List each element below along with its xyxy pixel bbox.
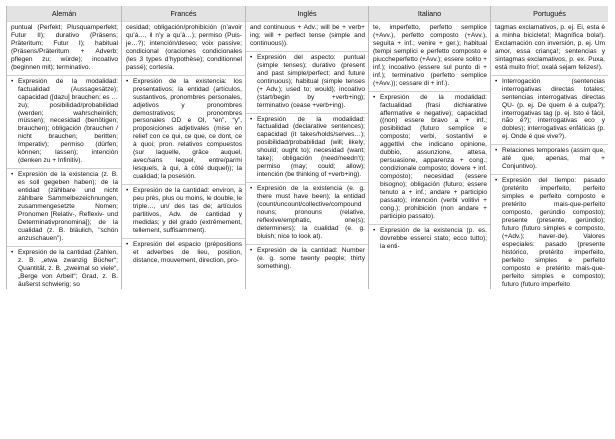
header-portugues: Portugués (491, 6, 609, 22)
column-portugues (491, 22, 609, 289)
separator (246, 182, 368, 183)
separator (369, 91, 490, 92)
separator (246, 51, 368, 52)
separator (122, 238, 245, 239)
bullet-paragraph: • Expresión de la existencia (z. B. es soll gegeben haben); de la entidad (zählbare und nicht zählbare Sammelbezeichnungen, zusammengesetzte Nomen; Pronomen [Relativ-, Reflexiv- und Determinativpronomina]); de la cualidad (z. B. bläulich, "schön anzuschauen"). (11, 171, 118, 243)
content-row (7, 22, 609, 289)
bullet-paragraph: • Expresión de la cantidad: Number (e. g. some twenty people; thirty something). (250, 247, 365, 271)
paragraph: te, imperfetto, perfetto semplice (+Avv.), perfetto composto (+Avv.), seguita + inf.; venire + ger.); habitual (tempi semplici e perfetto composto e piuccheperfetto (+Avv.); essere solito + inf.); incoativo (essere sul punto di + inf.); terminativo (perfetto semplice (+Avv.)); cessare di + inf.). (373, 24, 487, 87)
bullet-paragraph: • Interrogación (sentencias interrogativas directas totales; sentencias interrogativas directas QU- (p. ej. De quem é a culpa?); interrogativas tag (p. ej. Isto é fácil, não é?); interrogativas eco y dobles); interrogativas enfáticas (p. ej. Onde é que vive?). (495, 78, 605, 142)
paragraph: cesidad; obligación/prohibición (n’avoir qu’à…, il n’y a qu’à…); permiso (Puis-je…?); intención/deseo; voix passive; condicional (oraciones condicionales (les 3 types d’hypothèse); conditionnel passé); cortesía. (126, 24, 242, 71)
bullet-paragraph: • Expresión de la cantidad (Zahlen, z. B. „etwa zwanzig Bücher“; Quantität, z. B. „zweimal so viele“, „Berge von Arbeit“; Grad, z. B. äußerst schwierig; so (11, 249, 118, 289)
separator (122, 75, 245, 76)
header-row (7, 6, 609, 22)
column-ingles (246, 22, 369, 289)
bullet-paragraph: • Expresión del tiempo: pasado (pretérito imperfeito, perfeito simples e perfeito composto e pretérito mais-que-perfeito composto, gerúndio composto); presente (presente, gerúndio); futuro (futuro simples e composto, (+Adv.); haver-de). Valores especiales: pasado (presente histórico, pretérito imperfeito, perfeito simples e perfeito composto e pretérito mais-que-perfeito simples e composto); futuro (futuro imperfeito (495, 177, 605, 288)
bullet-paragraph: • Expresión de la existencia (p. es. dovrebbe esserci stato; ecco tutto); la enti- (373, 227, 487, 251)
curriculum-table (6, 6, 608, 289)
bullet-paragraph: • Expresión del espacio (prépositions et adverbes de lieu, position, distance, mouvement, direction, pro- (126, 241, 242, 265)
separator (246, 113, 368, 114)
separator (491, 75, 608, 76)
bullet-paragraph: • Relaciones temporales (assim que, até que, apenas, mal + Conjuntivo). (495, 147, 605, 171)
paragraph: puntual (Perfekt; Plusquamperfekt; Futur II); durativo (Präsens; Präteritum; Futur I); habitual (Präsens/Präteritum + Adverb; pflegen zu; würde); incoativo (beginnen mit); terminativo. (11, 24, 118, 71)
bullet-paragraph: • Expresión del aspecto: puntual (simple tenses); durativo (present and past simple/perfect; and future continuous); habitual (simple tenses (+ Adv.); used to; would); incoativo (start/begin by +verb+ing); terminativo (cease +verb+ing). (250, 54, 365, 110)
separator (7, 75, 121, 76)
column-italiano (369, 22, 491, 289)
separator (491, 144, 608, 145)
bullet-paragraph: • Expresión de la modalidad: factualidad (frasi dichiarative affermative e negative); capacidad ((non) essere bravo a + inf.; posibilidad (futuro semplice e composto; verbi, sostantivi e aggettivi che indicano opinione, dubbio, assunzione, attesa, persuasione, apparenza + cong.; condizionale composto; dovere + inf. composto); necesidad (essere bisogno); obligación (futuro; essere tenuto a + inf.; andare + participio passato); intención (verbi volitivi + cong.); prohibición (non andare + participio passato). (373, 94, 487, 221)
separator (491, 174, 608, 175)
bullet-paragraph: • Expresión de la cantidad: environ, à peu près, plus ou moins, le double, le triple…, un/ des tas de; artículos partitivos, Adv. de cantidad y medidas; y del grado (extrêmement, tellement, suffisamment). (126, 187, 242, 235)
bullet-paragraph: • Expresión de la modalidad: factualidad (declarative sentences); capacidad (it takes/holds/serves…); posibilidad/probabilidad (will; likely; should; ought to); necesidad (want; take); obligación (need/needn’t); permiso (may; could; allow); intención (be thinking of +verb+ing). (250, 116, 365, 180)
column-aleman (7, 22, 122, 289)
header-frances: Francés (122, 6, 246, 22)
paragraph: tagmas exclamativos, p. ej. Ei, esta é a minha bicicleta!; Magnífica bola!). Exclamación con inversión, p. ej. Um amor, essa criança!; sentencias y sintagmas exclamativos, p. ex. Puxa, está muito frio!; oxalá sejam felizes!). (495, 24, 605, 71)
bullet-paragraph: • Expresión de la modalidad: factualidad (Aussagesätze); capacidad ([dazu] brauchen; es … zu); posibilidad/probabilidad (werden; wahrscheinlich; müssen); necesidad (benötigen; brauchen); obligación (brauchen / nicht brauchen; beritten; Imperativ); permiso (dürfen; können; lassen); intención (denken zu + Infinitiv). (11, 78, 118, 165)
header-aleman: Alemán (7, 6, 122, 22)
header-ingles: Inglés (246, 6, 369, 22)
separator (369, 224, 490, 225)
header-italiano: Italiano (369, 6, 491, 22)
separator (246, 244, 368, 245)
column-frances (122, 22, 246, 289)
separator (7, 246, 121, 247)
bullet-paragraph: • Expresión de la existencia (e. g. there must have been); la entidad (count/uncount/collective/compound nouns; pronouns (relative, reflexive/emphatic, one(s); determiners); la cualidad (e. g. bluish; nice to look at). (250, 185, 365, 241)
bullet-paragraph: • Expresión de la existencia: los presentativos; la entidad (artículos, sustantivos, pronombres personales, adjetivos y pronombres demostrativos; pronombres personales OD e OI, “en”, “y”, proposiciones adjetivales (mise en relief con ce qui, ce que, ce dont, ce à quoi; pron. relativos compuestos (sur laquelle, grâce auquel, avec/sans lequel, entre/parmi lesquels, à qui, à côté duquel)); la cualidad; la posesión. (126, 78, 242, 181)
separator (122, 184, 245, 185)
separator (7, 168, 121, 169)
document-page (6, 6, 608, 439)
paragraph: and continuous + Adv.; will be + verb+ ing; will + perfect tense (simple and continuous)). (250, 24, 365, 47)
